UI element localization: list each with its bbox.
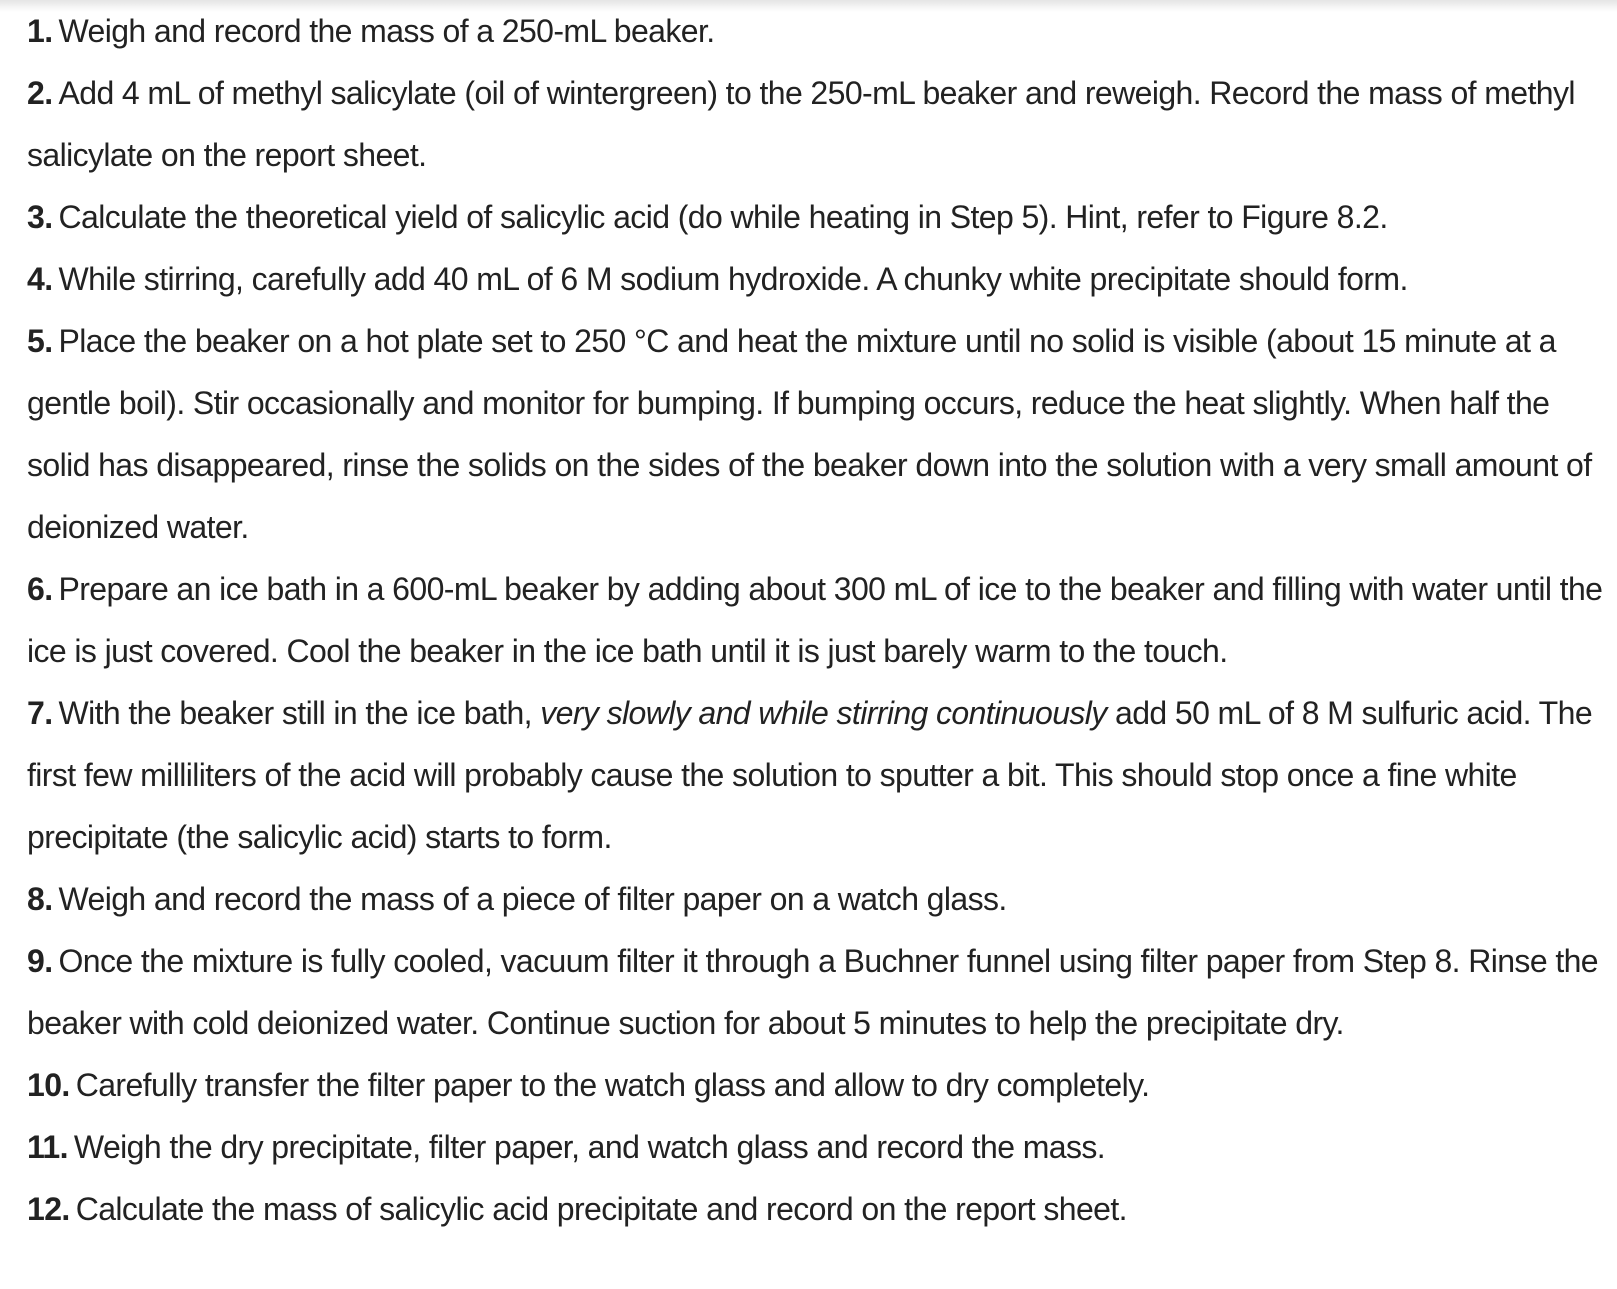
step-text: Prepare an ice bath in a 600-mL beaker by adding about 300 mL of ice to the beaker and filling with water until the ice is just covered. Cool the beaker in the ice bath until it is just barely warm to the touch. xyxy=(27,571,1603,669)
step-number: 9. xyxy=(27,943,53,979)
step-text: Weigh and record the mass of a 250-mL beaker. xyxy=(58,13,715,49)
step-number: 1. xyxy=(27,13,53,49)
step-text: Add 4 mL of methyl salicylate (oil of wintergreen) to the 250-mL beaker and reweigh. Record the mass of methyl salicylate on the report sheet. xyxy=(27,75,1575,173)
step-number: 4. xyxy=(27,261,53,297)
step-number: 3. xyxy=(27,199,53,235)
step-2 xyxy=(27,62,1607,186)
step-4 xyxy=(27,248,1607,310)
step-1 xyxy=(27,0,1607,62)
step-text: Weigh the dry precipitate, filter paper, and watch glass and record the mass. xyxy=(73,1129,1106,1165)
step-8 xyxy=(27,868,1607,930)
step-number: 6. xyxy=(27,571,53,607)
step-number: 8. xyxy=(27,881,53,917)
step-6 xyxy=(27,558,1607,682)
step-7 xyxy=(27,682,1607,868)
step-text: Once the mixture is fully cooled, vacuum filter it through a Buchner funnel using filter paper from Step 8. Rinse the beaker with cold deionized water. Continue suction for about 5 minutes to help the precipitate dry. xyxy=(27,943,1599,1041)
step-5 xyxy=(27,310,1607,558)
step-3 xyxy=(27,186,1607,248)
step-number: 12. xyxy=(27,1191,70,1227)
step-number: 7. xyxy=(27,695,53,731)
step-text: While stirring, carefully add 40 mL of 6 M sodium hydroxide. A chunky white precipitate should form. xyxy=(58,261,1408,297)
step-text-emphasis: very slowly and while stirring continuously xyxy=(540,695,1107,731)
step-text: Carefully transfer the filter paper to the watch glass and allow to dry completely. xyxy=(75,1067,1150,1103)
step-text: Calculate the theoretical yield of salicylic acid (do while heating in Step 5). Hint, refer to Figure 8.2. xyxy=(58,199,1388,235)
step-number: 11. xyxy=(27,1129,68,1165)
step-11 xyxy=(27,1116,1607,1178)
step-text-after: add 50 mL of 8 M sulfuric acid. The first few milliliters of the acid will probably cause the solution to sputter a bit. This should stop once a fine white precipitate (the salicylic acid) starts to form. xyxy=(27,695,1593,855)
step-number: 5. xyxy=(27,323,53,359)
step-number: 2. xyxy=(27,75,53,111)
step-text: Place the beaker on a hot plate set to 250 °C and heat the mixture until no solid is visible (about 15 minute at a gentle boil). Stir occasionally and monitor for bumping. If bumping occurs, reduce the heat slightly. When half the solid has disappeared, rinse the solids on the sides of the beaker down into the solution with a very small amount of deionized water. xyxy=(27,323,1592,545)
procedure-steps-list xyxy=(27,0,1607,1240)
step-text-before: With the beaker still in the ice bath, xyxy=(58,695,541,731)
step-text: Weigh and record the mass of a piece of filter paper on a watch glass. xyxy=(58,881,1007,917)
step-text: Calculate the mass of salicylic acid precipitate and record on the report sheet. xyxy=(75,1191,1127,1227)
step-number: 10. xyxy=(27,1067,70,1103)
step-9 xyxy=(27,930,1607,1054)
step-10 xyxy=(27,1054,1607,1116)
step-12 xyxy=(27,1178,1607,1240)
